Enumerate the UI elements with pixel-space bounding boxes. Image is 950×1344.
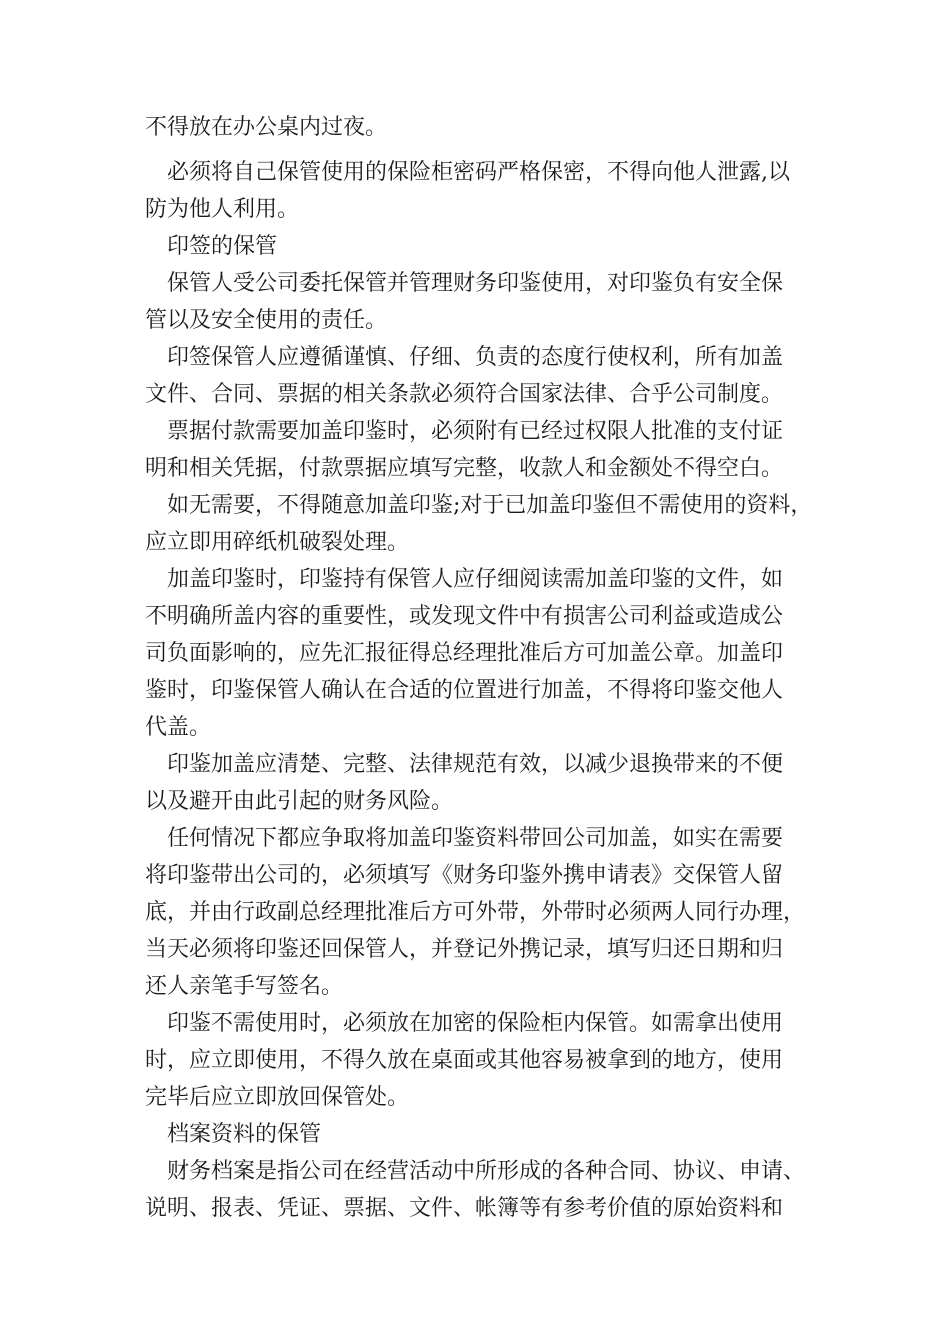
text-line: 当天必须将印鉴还回保管人，并登记外携记录，填写归还日期和归 — [145, 937, 784, 962]
paragraph-start: 票据付款需要加盖印鉴时，必须附有已经过权限人批准的支付证 — [167, 419, 784, 444]
text-line: 管以及安全使用的责任。 — [145, 308, 388, 333]
section-heading: 印签的保管 — [167, 234, 278, 259]
text-line: 文件、合同、票据的相关条款必须符合国家法律、合乎公司制度。 — [145, 382, 784, 407]
text-line: 明和相关凭据，付款票据应填写完整，收款人和金额处不得空白。 — [145, 456, 784, 481]
paragraph-start: 保管人受公司委托保管并管理财务印鉴使用，对印鉴负有安全保 — [167, 271, 784, 296]
text-line: 代盖。 — [145, 715, 212, 740]
text-line: 不明确所盖内容的重要性，或发现文件中有损害公司利益或造成公 — [145, 604, 784, 629]
text-line: 底，并由行政副总经理批准后方可外带，外带时必须两人同行办理， — [145, 900, 806, 925]
text-line: 不得放在办公桌内过夜。 — [145, 115, 388, 140]
paragraph-start: 印鉴加盖应清楚、完整、法律规范有效，以减少退换带来的不便 — [167, 752, 784, 777]
text-line: 防为他人利用。 — [145, 197, 300, 222]
paragraph-start: 必须将自己保管使用的保险柜密码严格保密，不得向他人泄露,以 — [167, 160, 790, 185]
text-line: 鉴时，印鉴保管人确认在合适的位置进行加盖，不得将印鉴交他人 — [145, 678, 784, 703]
paragraph-start: 加盖印鉴时，印鉴持有保管人应仔细阅读需加盖印鉴的文件，如 — [167, 567, 784, 592]
text-line: 将印鉴带出公司的，必须填写《财务印鉴外携申请表》交保管人留 — [145, 863, 784, 888]
paragraph-start: 印鉴不需使用时，必须放在加密的保险柜内保管。如需拿出使用 — [167, 1011, 784, 1036]
text-line: 说明、报表、凭证、票据、文件、帐簿等有参考价值的原始资料和 — [145, 1196, 784, 1221]
section-heading: 档案资料的保管 — [167, 1122, 322, 1147]
text-line: 司负面影响的，应先汇报征得总经理批准后方可加盖公章。加盖印 — [145, 641, 784, 666]
paragraph-start: 如无需要，不得随意加盖印鉴;对于已加盖印鉴但不需使用的资料， — [167, 493, 813, 518]
paragraph-start: 印签保管人应遵循谨慎、仔细、负责的态度行使权利，所有加盖 — [167, 345, 784, 370]
text-line: 还人亲笔手写签名。 — [145, 974, 344, 999]
text-line: 时，应立即使用，不得久放在桌面或其他容易被拿到的地方，使用 — [145, 1048, 784, 1073]
text-line: 应立即用碎纸机破裂处理。 — [145, 530, 410, 555]
paragraph-start: 任何情况下都应争取将加盖印鉴资料带回公司加盖，如实在需要 — [167, 826, 784, 851]
text-line: 完毕后应立即放回保管处。 — [145, 1085, 410, 1110]
paragraph-start: 财务档案是指公司在经营活动中所形成的各种合同、协议、申请、 — [167, 1159, 806, 1184]
text-line: 以及避开由此引起的财务风险。 — [145, 789, 454, 814]
